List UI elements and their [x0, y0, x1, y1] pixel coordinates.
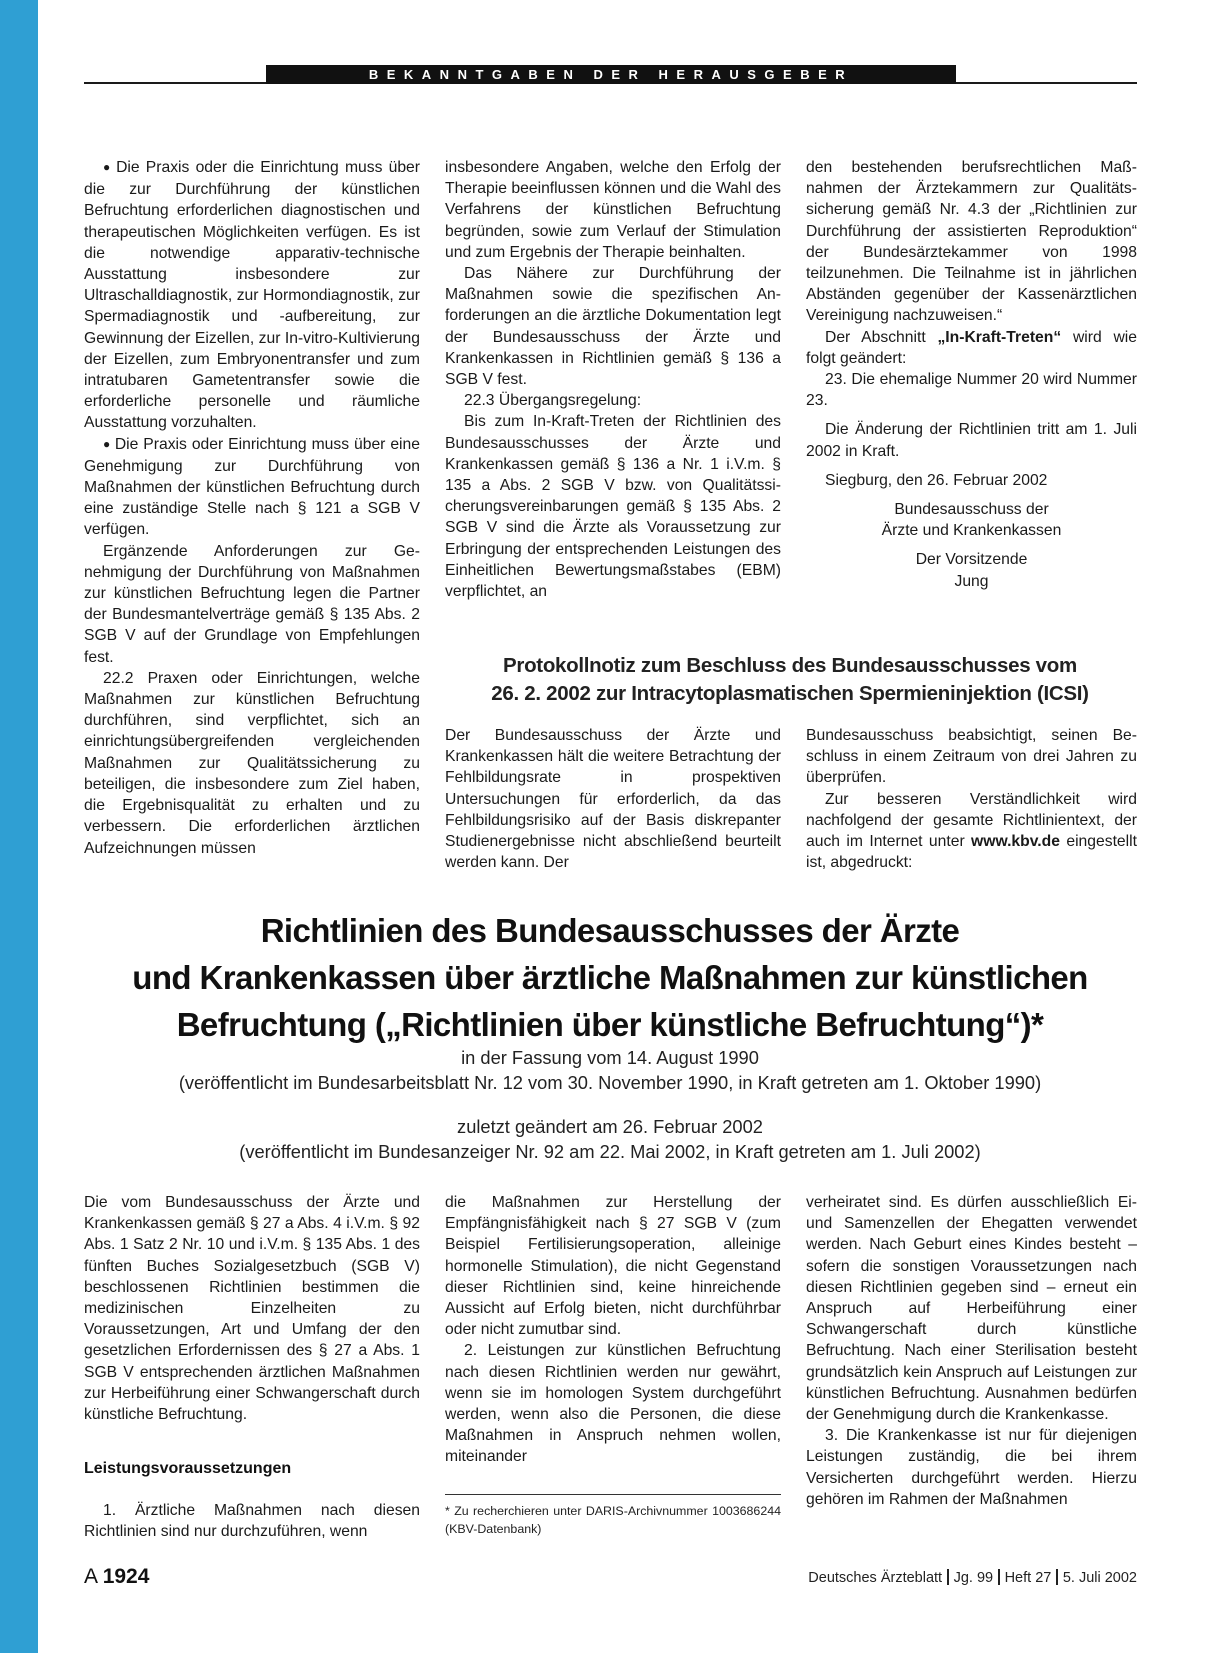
footnote-rule — [445, 1494, 781, 1495]
bottom-column-3 — [806, 1192, 1137, 1510]
top-column-3 — [806, 157, 1137, 592]
title-line: Befruchtung („Richtlinien über künstliche Befruchtung“)* — [176, 1006, 1044, 1043]
paragraph: 1. Ärztliche Maßnahmen nach diesen Richtlinien sind nur durchzuführen, wenn — [84, 1502, 420, 1541]
paragraph — [806, 327, 1137, 369]
issue-date: 5. Juli 2002 — [1062, 1570, 1137, 1586]
paragraph: Der Bundesausschuss der Ärzte und Krankenkassen hält die weitere Betrachtung der Fehlbildungsrate in prospektiven Untersuchungen für erforderlich, da das Fehlbildungsrisiko auf der Basis diskrepanter Studienergebnisse nicht abschließend beurteilt werden kann. Der — [445, 727, 781, 872]
bottom-column-2 — [445, 1192, 781, 1468]
separator — [998, 1569, 1000, 1585]
title-line: Protokollnotiz zum Beschluss des Bundesausschusses vom — [503, 654, 1077, 677]
page-prefix: A — [84, 1565, 97, 1588]
separator — [947, 1569, 949, 1585]
title-line: Richtlinien des Bundesausschusses der Ärzte — [260, 912, 960, 949]
footnote: * Zu recherchieren unter DARIS-Archivnummer 1003686244 (KBV-Datenbank) — [445, 1504, 781, 1536]
text: Zur besseren Verständlichkeit wird nachfolgend der gesamte Richtlinientext, der auch im Internet unter — [806, 790, 1137, 851]
bottom-column-1 — [84, 1192, 420, 1425]
paragraph — [806, 789, 1137, 874]
subheading: Leistungsvoraussetzungen — [84, 1460, 292, 1477]
page-number — [84, 1565, 149, 1589]
paragraph: ● Die Praxis oder die Einrichtung muss über die zur Durchführung der künstlichen Befruchtung erforderlichen diagnostischen und therapeutischen Möglichkeiten verfügen. Es ist die notwendige apparativ-technische Ausstattung insbesondere zur Ultraschalldiagnostik, zur Hormondiagnostik, zur Spermadiagnostik und -aufbereitung, zur Gewinnung der Eizellen, zur In-vitro-Kultivierung der Eizellen, zum Embryonentransfer und zum intratubaren Gametentransfer sowie die erforderliche personelle und räumliche Ausstattung vorzuhalten. — [84, 157, 420, 434]
paragraph: 22.2 Praxen oder Einrichtungen, welche Maßnahmen zur künstlichen Befruchtung durchführen, sind verpflichtet, sich an einrichtungsübergreifenden vergleichenden Maßnahmen zur Qualitätssicherung zu beteiligen, die insbesondere zum Ziel haben, die Ergebnisqualität zu erhalten und zu verbessern. Die erforderlichen ärztlichen Aufzeichnungen müssen — [84, 669, 420, 857]
paragraph: ● Die Praxis oder Einrichtung muss über eine Genehmigung zur Durchführung von Maßnahmen der künstlichen Befruchtung durch eine zuständige Stelle nach § 121 a SGB V verfügen. — [84, 434, 420, 541]
page-number-value: 1924 — [102, 1565, 150, 1588]
paragraph: Die vom Bundesausschuss der Ärzte und Krankenkassen gemäß § 27 a Abs. 4 i.V.m. § 92 Abs. 1 Satz 2 Nr. 10 und i.V.m. § 135 Abs. 1 des fünften Buches Sozialgesetzbuch (SGB V) beschlossenen Richtlinien bestimmen die medizinischen Einzelheiten zu Voraussetzungen, Art und Umfang der den gesetzlichen Erfordernissen des § 27 a Abs. 1 SGB V entsprechenden ärztlichen Maßnahmen zur Herbeiführung einer Schwangerschaft durch künstliche Befruchtung. — [84, 1194, 420, 1424]
protokoll-title — [440, 652, 1140, 708]
text: wird wie folgt geändert: — [806, 328, 1137, 367]
section-header: BEKANNTGABEN DER HERAUSGEBER — [266, 65, 956, 84]
fassung-block — [60, 1045, 1160, 1095]
richtlinien-title — [60, 907, 1160, 1048]
paragraph: 23. Die ehemalige Nummer 20 wird Nummer 23. — [806, 371, 1137, 410]
top-column-2 — [445, 157, 781, 602]
text: Der Abschnitt — [825, 328, 938, 346]
paragraph: 3. Die Krankenkasse ist nur für diejenigen Leistungen zuständig, die bei ihrem Versicherten durchgeführt werden. Hierzu gehören im Rahmen der Maßnahmen — [806, 1427, 1137, 1508]
signature-org-2: Ärzte und Krankenkassen — [881, 522, 1062, 540]
separator — [1056, 1569, 1058, 1585]
paragraph: 22.3 Übergangsregelung: — [464, 392, 642, 410]
issue: Heft 27 — [1004, 1570, 1052, 1586]
paragraph: die Maßnahmen zur Herstellung der Empfängnisfähigkeit nach § 27 SGB V (zum Beispiel Fertilisierungsoperation, alleinige hormonelle Stimulation), die nicht Gegenstand dieser Richtlinien sind, keine hinreichende Aussicht auf Erfolg bieten, nicht durchführbar oder nicht zumutbar sind. — [445, 1194, 781, 1339]
volume: Jg. 99 — [953, 1570, 994, 1586]
paragraph: insbesondere Angaben, welche den Erfolg der Therapie beeinflussen können und die Wahl des Verfahrens der künstlichen Befruchtung begründen, sowie zum Verlauf der Stimulation und zum Ergebnis der Therapie beinhalten. — [445, 159, 781, 261]
fassung-note: (veröffentlicht im Bundesarbeitsblatt Nr. 12 vom 30. November 1990, in Kraft getreten am 1. Oktober 1990) — [178, 1072, 1042, 1093]
title-line: und Krankenkassen über ärztliche Maßnahmen zur künstlichen — [132, 959, 1088, 996]
accent-side-bar — [0, 0, 38, 1653]
paragraph: Bis zum In-Kraft-Treten der Richtlinien des Bundesausschusses der Ärzte und Krankenkassen gemäß § 136 a Nr. 1 i.V.m. § 135 a Abs. 2 SGB V bzw. von Qualitätssicherungsvereinbarungen gemäß § 135 Abs. 2 SGB V sind die Ärzte als Voraussetzung zur Erbringung der entsprechenden Leistungen des Einheitlichen Bewertungsmaßstabes (EBM) verpflichtet, an — [445, 413, 781, 601]
paragraph: Die Änderung der Richtlinien tritt am 1. Juli 2002 in Kraft. — [806, 421, 1137, 460]
journal-info — [808, 1569, 1137, 1586]
aenderung-block — [60, 1114, 1160, 1164]
paragraph: Bundesausschuss beabsichtigt, seinen Beschluss in einem Zeitraum von drei Jahren zu überprüfen. — [806, 727, 1137, 787]
fassung: in der Fassung vom 14. August 1990 — [461, 1047, 759, 1068]
signature-role: Der Vorsitzende — [915, 551, 1028, 569]
paragraph: Ergänzende Anforderungen zur Genehmigung der Durchführung von Maßnahmen zur künstlichen Befruchtung legen die Partner der Bundesmantelverträge gemäß § 135 Abs. 2 SGB V auf der Grundlage von Empfehlungen fest. — [84, 542, 420, 666]
paragraph: verheiratet sind. Es dürfen ausschließlich Ei- und Samenzellen der Ehegatten verwendet werden. Nach Geburt eines Kindes besteht – sofern die sonstigen Voraussetzungen nach diesen Richtlinien gegeben sind – erneut ein Anspruch auf Herbeiführung einer Schwangerschaft durch künstliche Befruchtung. Nach einer Sterilisation besteht grundsätzlich kein Anspruch auf Leistungen zur künstlichen Befruchtung. Ausnahmen bedürfen der Genehmigung durch die Krankenkasse. — [806, 1194, 1137, 1424]
protokoll-column-2 — [445, 725, 781, 873]
geaendert: zuletzt geändert am 26. Februar 2002 — [457, 1116, 763, 1137]
text: eingestellt ist, abgedruckt: — [806, 833, 1137, 872]
web-link[interactable]: www.kbv.de — [971, 833, 1060, 851]
paragraph: Das Nähere zur Durchführung der Maßnahmen sowie die spezifischen Anforderungen an die ärztliche Dokumentation legt der Bundesausschuss der Ärzte und Krankenkassen in Richtlinien gemäß § 136 a SGB V fest. — [445, 265, 781, 389]
title-line: 26. 2. 2002 zur Intracytoplasmatischen Spermieninjektion (ICSI) — [491, 682, 1089, 705]
geaendert-note: (veröffentlicht im Bundesanzeiger Nr. 92 am 22. Mai 2002, in Kraft getreten am 1. Juli 2002) — [239, 1141, 981, 1162]
bottom-column-1-continued — [84, 1500, 420, 1542]
paragraph: 2. Leistungen zur künstlichen Befruchtung nach diesen Richtlinien werden nur gewährt, wenn sie im homologen System durchgeführt werden, wenn also die Personen, die diese Maßnahmen in Anspruch nehmen wollen, miteinander — [445, 1342, 781, 1466]
top-column-1 — [84, 157, 420, 859]
place-date: Siegburg, den 26. Februar 2002 — [825, 471, 1048, 489]
protokoll-column-3 — [806, 725, 1137, 873]
bold-text: „In-Kraft-Treten“ — [937, 328, 1062, 346]
paragraph: den bestehenden berufsrechtlichen Maßnahmen der Ärztekammern zur Qualitätssicherung gemäß Nr. 4.3 der „Richtlinien zur Durchführung der assistierten Reproduktion“ der Bundesärztekammer von 1998 teilzunehmen. Die Teilnahme ist in jährlichen Abständen gegenüber der Kassenärztlichen Vereinigung nachzuweisen.“ — [806, 159, 1137, 325]
journal-name: Deutsches Ärzteblatt — [808, 1570, 943, 1586]
signature-org-1: Bundesausschuss der — [894, 501, 1049, 519]
signature-name: Jung — [954, 572, 989, 590]
